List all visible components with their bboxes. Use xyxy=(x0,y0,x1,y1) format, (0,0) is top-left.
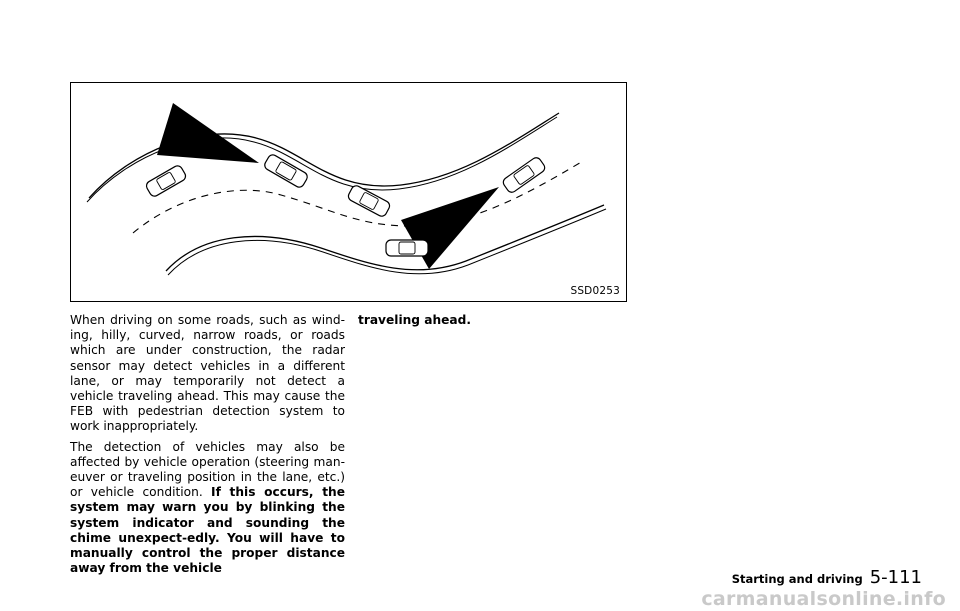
car-bottom xyxy=(386,240,428,256)
page-number: 5-111 xyxy=(869,567,922,588)
paragraph-1: When driving on some roads, such as wind-ing, hilly, curved, narrow roads, or roads which are under construction, the radar sensor may detect vehicles in a different lane, or may temporarily not detect a vehicle traveling ahead. This may cause the FEB with pedestrian detection system to work inappropriately. xyxy=(70,313,345,434)
curved-road-radar-illustration xyxy=(71,83,628,303)
paragraph-2-bold-continued: traveling ahead. xyxy=(358,313,472,327)
illustration-frame xyxy=(70,82,627,302)
radar-beam-upper xyxy=(157,103,259,163)
text-column-right xyxy=(358,313,628,333)
section-title: Starting and driving xyxy=(731,572,863,586)
page-footer xyxy=(732,567,922,588)
text-column-left xyxy=(70,313,345,581)
car-right xyxy=(501,156,546,194)
car-left xyxy=(145,164,188,198)
radar-beam-lower xyxy=(401,187,499,269)
watermark: carmanualsonline.info xyxy=(701,588,946,610)
figure-code: SSD0253 xyxy=(570,285,620,297)
paragraph-2-bold: If this occurs, the system may warn you by blinking the system indicator and sounding the chime unexpect-edly. You will have to manually control the proper distance away from the vehicle xyxy=(70,485,345,576)
paragraph-2-normal: The detection of vehicles may also be affected by vehicle operation (steering man-euver or traveling position in the lane, etc.) or vehicle condition. xyxy=(70,439,345,500)
paragraph-2 xyxy=(70,440,345,577)
